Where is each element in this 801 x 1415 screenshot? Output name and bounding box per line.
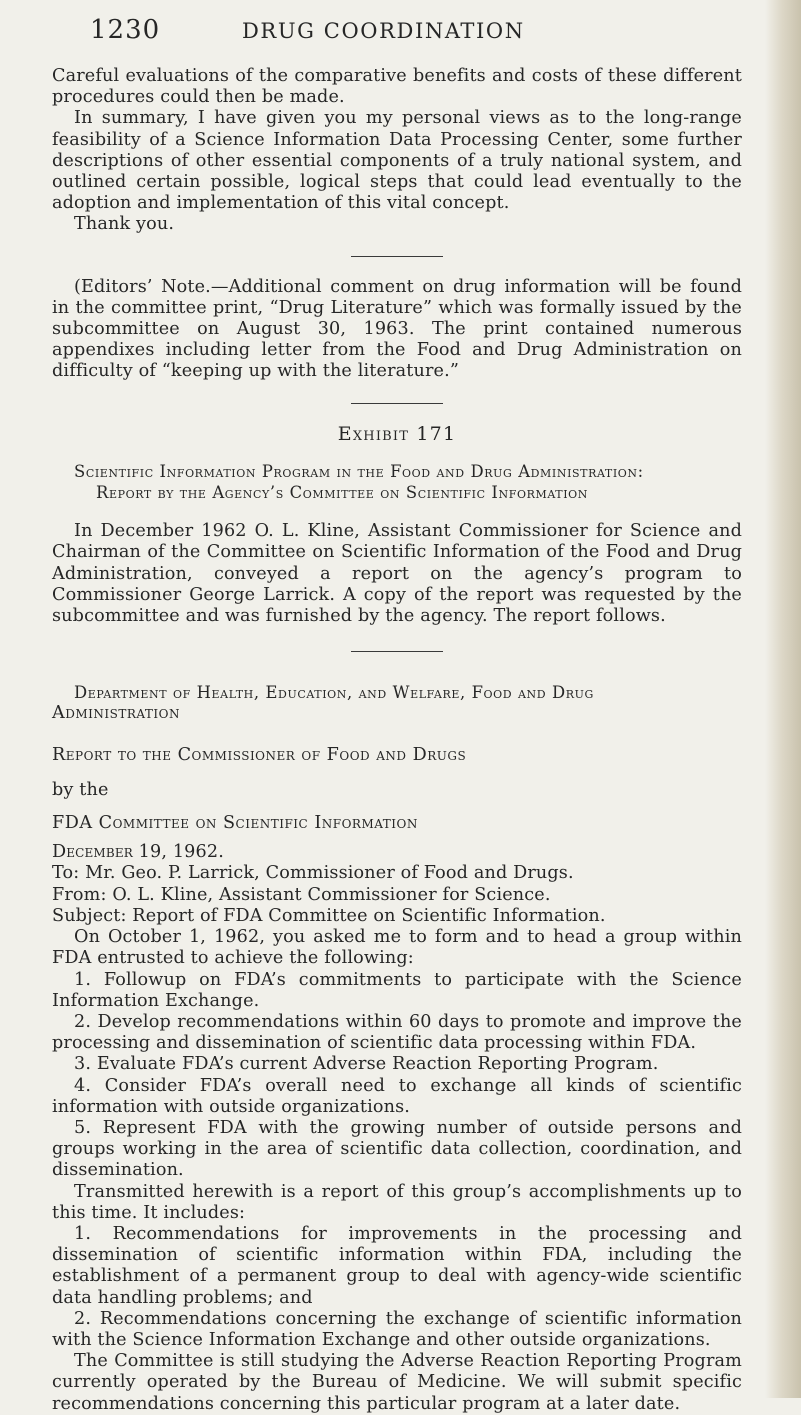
task-item: 1. Followup on FDA’s commitments to participate with the Science Information Exchange. — [52, 969, 742, 1011]
report-title-line1: Report to the Commissioner of Food and Drugs — [52, 744, 467, 765]
task-item: 4. Consider FDA’s overall need to exchange all kinds of scientific information with outside organizations. — [52, 1075, 742, 1117]
report-title-line2: by the — [52, 779, 109, 800]
divider-rule — [351, 403, 443, 404]
running-title: DRUG COORDINATION — [242, 19, 525, 43]
page-edge-shadow — [765, 0, 801, 1398]
task-item: 5. Represent FDA with the growing number of outside persons and groups working in the area of scientific data collection, coordination, and dissemination. — [52, 1117, 742, 1181]
includes-item: 2. Recommendations concerning the exchange of scientific information with the Science Information Exchange and other outside organizations. — [52, 1308, 742, 1350]
report-body-2: Transmitted herewith is a report of this group’s accomplishments up to this time. It includes: — [52, 1181, 742, 1223]
page-number: 1230 — [90, 15, 161, 45]
includes-item: 1. Recommendations for improvements in the processing and dissemination of scientific information within FDA, including the establishment of a permanent group to deal with agency-wide scientific data handling problems; and — [52, 1223, 742, 1308]
paragraph-careful: Careful evaluations of the comparative benefits and costs of these different procedures could then be made. — [52, 66, 742, 108]
report-body-1: On October 1, 1962, you asked me to form and to head a group within FDA entrusted to achieve the following: — [52, 927, 742, 969]
divider-rule — [351, 651, 443, 652]
paragraph-thanks: Thank you. — [74, 214, 175, 235]
paragraph-summary: In summary, I have given you my personal views as to the long-range feasibility of a Science Information Data Processing Center, some further descriptions of other essential components of a truly national system, and outlined certain possible, logical steps that could lead eventually to the adoption and implementation of this vital concept. — [52, 108, 742, 214]
document-page — [52, 15, 742, 1415]
exhibit-heading-line2: Report by the Agency’s Committee on Scientific Information — [96, 483, 588, 503]
department-line1: Department of Health, Education, and Welfare, Food and Drug — [74, 683, 594, 703]
memo-from: From: O. L. Kline, Assistant Commissioner for Science. — [52, 884, 551, 905]
page-header — [52, 15, 742, 56]
task-item: 3. Evaluate FDA’s current Adverse Reaction Reporting Program. — [74, 1054, 659, 1075]
task-item: 2. Develop recommendations within 60 days to promote and improve the processing and dissemination of scientific data processing within FDA. — [52, 1011, 742, 1054]
department-line2: Administration — [52, 703, 180, 724]
divider-rule — [351, 256, 443, 257]
memo-to: To: Mr. Geo. P. Larrick, Commissioner of Food and Drugs. — [52, 863, 574, 884]
report-title-line3: FDA Committee on Scientific Information — [52, 813, 418, 834]
exhibit-intro: In December 1962 O. L. Kline, Assistant Commissioner for Science and Chairman of the Committee on Scientific Information of the Food and Drug Administration, conveyed a report on the agency’s program to Commissioner George Larrick. A copy of the report was requested by the subcommittee and was furnished by the agency. The report follows. — [52, 521, 742, 627]
memo-subject: Subject: Report of FDA Committee on Scientific Information. — [52, 905, 606, 926]
report-body-3: The Committee is still studying the Adverse Reaction Reporting Program currently operated by the Bureau of Medicine. We will submit specific recommendations concerning this particular program at a later date. — [52, 1351, 742, 1414]
report-date: December 19, 1962. — [52, 842, 224, 863]
exhibit-heading-line1: Scientific Information Program in the Food and Drug Administration: — [74, 461, 644, 481]
editors-note: (Editors’ Note.—Additional comment on drug information will be found in the committee print, “Drug Literature” which was formally issued by the subcommittee on August 30, 1963. The print contained numerous appendixes including letter from the Food and Drug Administration on difficulty of “keeping up with the literature.” — [52, 276, 742, 382]
exhibit-title: Exhibit 171 — [337, 422, 457, 445]
